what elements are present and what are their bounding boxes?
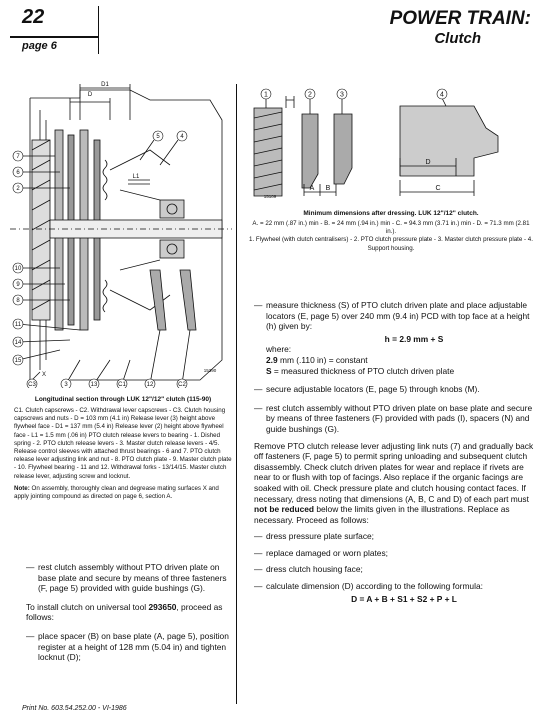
right-item-6: dress clutch housing face; [266,564,363,575]
page-label: page 6 [22,40,57,52]
column-divider [236,84,237,704]
right-item-7: calculate dimension (D) according to the following formula: [266,581,483,592]
right-caption-title: Minimum dimensions after dressing. LUK 12"/12" clutch. [303,210,479,217]
right-main-paragraph [254,441,534,526]
right-text-column [254,300,534,604]
callout-11: 11 [14,322,22,328]
left-figure-caption [14,396,232,501]
callout-c1: C1 [118,382,126,388]
list-item: — replace damaged or worn plates; [254,547,388,558]
dim-l1: L1 [132,174,140,180]
callout-3: 3 [340,91,344,99]
callout-6: 6 [16,170,20,176]
callout-14: 14 [14,340,22,346]
left-item-2: place spacer (B) on base plate (A, page 5), position register at a height of 128 mm (5.04 in) and tighten locknut (D); [38,630,229,663]
s-symbol: S [266,365,272,376]
left-item-1: rest clutch assembly without PTO driven plate on base plate and secure by means of three fasteners (F, page 5) provided with guide bushings (G). [38,562,227,594]
callout-7: 7 [16,154,20,160]
list-item: — calculate dimension (D) according to the following formula: [254,581,483,592]
where-label: where: [266,344,292,355]
section-title: POWER TRAIN: [389,8,531,29]
left-paragraph [26,602,232,623]
minimum-dimensions-drawing [246,84,506,202]
list-item: — dress pressure plate surface; [254,531,374,542]
dim-d1: D1 [101,82,109,88]
right-item-5: replace damaged or worn plates; [266,547,388,558]
callout-3: 3 [64,382,68,388]
right-item-2: secure adjustable locators (E, page 5) through knobs (M). [266,384,480,395]
callout-2: 2 [16,186,20,192]
fig-code: 15109 [263,194,277,199]
callout-10: 10 [14,266,22,272]
dim-c: C [435,185,441,192]
left-caption-title: Longitudinal section through LUK 12"/12" clutch (115-90) [34,396,212,403]
where-line-1 [254,355,534,366]
callout-4: 4 [440,91,444,99]
header-rule [10,36,98,38]
clutch-section-drawing [10,80,232,388]
main-para-post: below the limits given in the illustrations. Replace as necessary. Proceed as follows: [254,504,510,525]
main-para-bold: not be reduced [254,504,315,515]
print-number: Print No. 603.54.252.00 - VI-1986 [22,705,127,712]
constant-text: mm (.110 in) = constant [277,354,368,365]
formula-h: h = 2.9 mm + S [384,333,444,344]
left-para-post: , proceed as follows: [26,601,223,623]
s-text: = measured thickness of PTO clutch driven plate [271,365,455,376]
where-line-2 [254,366,534,377]
callout-5: 5 [156,134,160,140]
callout-4: 4 [180,134,184,140]
dim-a: A [309,185,315,192]
note-text: On assembly, thoroughly clean and degrease mating surfaces X and apply jointing compound as directed on page 6, section A. [14,484,219,501]
right-item-4: dress pressure plate surface; [266,531,374,542]
left-caption-body: C1. Clutch capscrews - C2. Withdrawal lever capscrews - C3. Clutch housing capscrews and nuts - D = 103 mm (4.1 in) Release lever (3) height above flywheel face - D1 = 137 mm (5.4 in) Release lever (2) height above flywheel face - L1 = 1.5 mm (.06 in) PTO clutch release levers to bearing - 1. Dished spring - 2. PTO clutch release levers - 3. Master clutch release levers - 4/5. Release control sleeves with attached thrust bearings - 6 and 7. PTO clutch release lever adjusting link and nut - 8. PTO clutch plate - 9. Master clutch plate - 10. Flywheel bearing - 11 and 12. Withdrawal forks - 13/14/15. Master clutch release lever, adjusting screw and locknut. [14,407,232,480]
right-item-1: measure thickness (S) of PTO clutch driven plate and place adjustable locators (E, page 5) over 240 mm (9.4 in) PCD with top face at a height (h) given by: [266,300,530,332]
callout-13: 13 [90,382,98,388]
tool-number: 293650 [148,601,177,612]
main-para-pre: Remove PTO clutch release lever adjusting link nuts (7) and gradually back off fasteners (F, page 5) to permit spring unloading and subsequent clutch disassembly. Check clutch driven plates for wear and replace if rivets are near to or flush with top of facings. Also replace if the organic facings are soaked with oil. Check pressure plate and clutch housing contact faces. If necessary, dress noting that dimensions (A, B, C and D) of each part must [254,440,534,504]
right-caption-body: A. = 22 mm (.87 in.) min - B. = 24 mm (.94 in.) min - C. = 94.3 mm (3.71 in.) min - D. = 71.3 mm (2.81 in.). [252,220,530,236]
page-number: 22 [22,6,45,28]
list-item: — measure thickness (S) of PTO clutch driven plate and place adjustable locators (E, page 5) over 240 mm (9.4 in) PCD with top face at a height (h) given by: [254,300,534,332]
constant-value: 2.9 [266,354,278,365]
list-item: — rest clutch assembly without PTO driven plate on base plate and secure by means of three fasteners (F, page 5) provided with guide bushings (G). [26,562,232,594]
callout-c3: C3 [28,382,36,388]
right-item-3: rest clutch assembly without PTO driven plate on base plate and secure by means of three fasteners (F) provided with pads (I), spacers (N) and guide bushings (G). [266,402,533,434]
fig-code: 15390 [203,368,217,373]
callout-1: 1 [264,91,268,99]
callout-12: 12 [146,382,154,388]
list-item: — secure adjustable locators (E, page 5) through knobs (M). [254,384,480,395]
right-figure-caption [248,210,534,253]
list-item: — dress clutch housing face; [254,564,363,575]
formula-d: D = A + B + S1 + S2 + P + L [351,593,457,604]
callout-9: 9 [16,282,20,288]
callout-15: 15 [14,358,22,364]
callout-c2: C2 [178,382,186,388]
callout-2: 2 [308,91,312,99]
section-subtitle: Clutch [434,30,481,47]
left-para-pre: To install clutch on universal tool [26,601,149,612]
right-caption-list: 1. Flywheel (with clutch centralisers) - 2. PTO clutch pressure plate - 3. Master clutch pressure plate - 4. Support housing. [249,236,533,252]
list-item: — rest clutch assembly without PTO driven plate on base plate and secure by means of three fasteners (F) provided with pads (I), spacers (N) and guide bushings (G). [254,402,533,434]
dim-x: X [41,372,47,378]
left-caption-note [14,485,232,501]
callout-8: 8 [16,298,20,304]
list-item: — place spacer (B) on base plate (A, page 5), position register at a height of 128 mm (5.04 in) and tighten locknut (D); [26,631,232,663]
note-label: Note: [14,484,30,492]
left-text-column [26,562,232,663]
dim-d: D [425,159,431,166]
dim-d: D [87,92,93,98]
dim-b: B [325,185,331,192]
header-divider [98,6,99,54]
